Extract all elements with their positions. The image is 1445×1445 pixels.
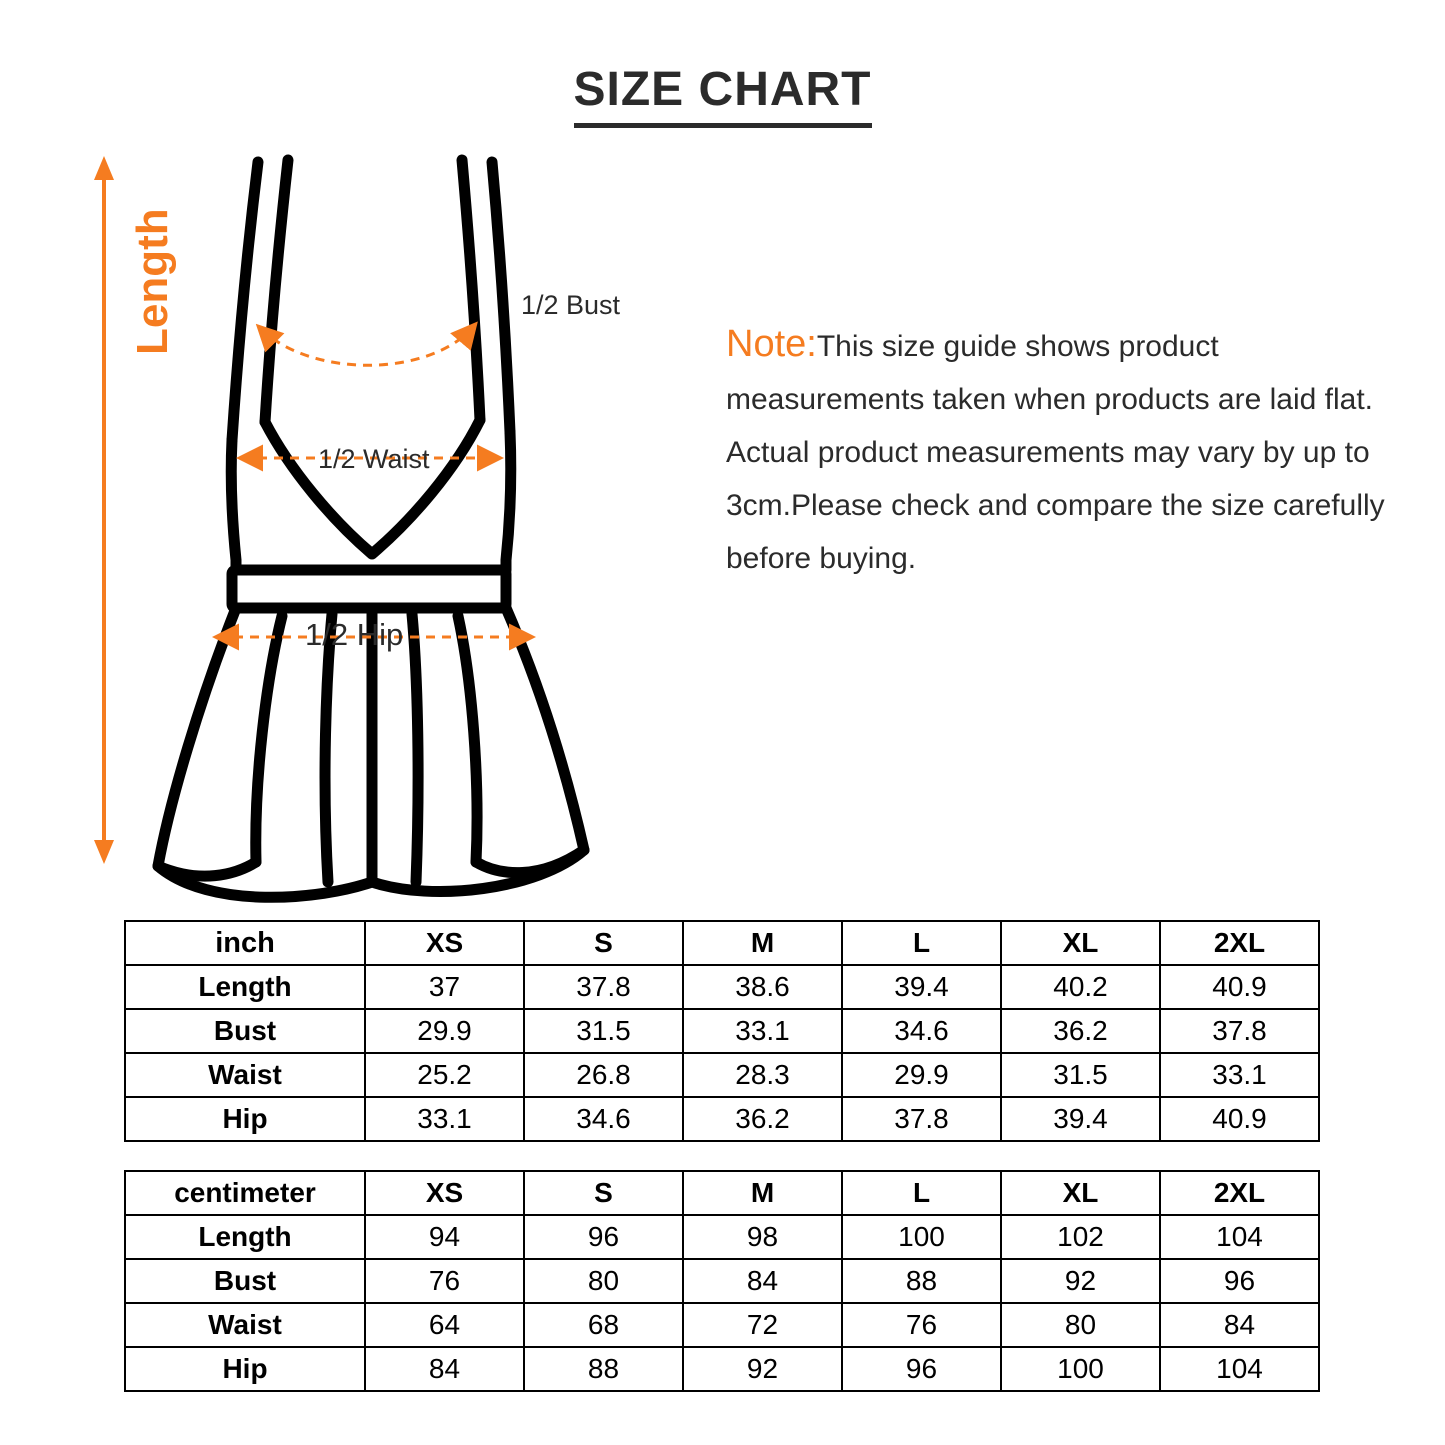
cell-value: 88 xyxy=(524,1347,683,1391)
table-col-header: L xyxy=(842,1171,1001,1215)
cell-value: 37.8 xyxy=(842,1097,1001,1141)
cell-value: 33.1 xyxy=(1160,1053,1319,1097)
cell-value: 36.2 xyxy=(1001,1009,1160,1053)
table-row xyxy=(125,1053,1319,1097)
row-label: Waist xyxy=(125,1303,365,1347)
bust-dimension-arrow xyxy=(260,326,474,365)
row-label: Waist xyxy=(125,1053,365,1097)
cell-value: 84 xyxy=(365,1347,524,1391)
cell-value: 104 xyxy=(1160,1215,1319,1259)
table-col-header: XL xyxy=(1001,921,1160,965)
cell-value: 40.2 xyxy=(1001,965,1160,1009)
table-row xyxy=(125,1009,1319,1053)
size-tables xyxy=(124,920,1320,1392)
cell-value: 64 xyxy=(365,1303,524,1347)
cell-value: 96 xyxy=(524,1215,683,1259)
row-label: Hip xyxy=(125,1347,365,1391)
table-row xyxy=(125,1347,1319,1391)
table-col-header: S xyxy=(524,1171,683,1215)
table-col-header: S xyxy=(524,921,683,965)
cell-value: 72 xyxy=(683,1303,842,1347)
cell-value: 96 xyxy=(1160,1259,1319,1303)
cell-value: 40.9 xyxy=(1160,1097,1319,1141)
table-unit-header: inch xyxy=(125,921,365,965)
table-col-header: M xyxy=(683,921,842,965)
cell-value: 40.9 xyxy=(1160,965,1319,1009)
length-dimension-label: Length xyxy=(128,208,177,355)
cell-value: 39.4 xyxy=(1001,1097,1160,1141)
cell-value: 26.8 xyxy=(524,1053,683,1097)
cell-value: 80 xyxy=(1001,1303,1160,1347)
cell-value: 33.1 xyxy=(683,1009,842,1053)
cell-value: 31.5 xyxy=(524,1009,683,1053)
cell-value: 34.6 xyxy=(524,1097,683,1141)
cell-value: 31.5 xyxy=(1001,1053,1160,1097)
cell-value: 29.9 xyxy=(842,1053,1001,1097)
cell-value: 37 xyxy=(365,965,524,1009)
cell-value: 37.8 xyxy=(524,965,683,1009)
cell-value: 38.6 xyxy=(683,965,842,1009)
size-table-centimeter xyxy=(124,1170,1320,1392)
table-col-header: 2XL xyxy=(1160,921,1319,965)
row-label: Length xyxy=(125,965,365,1009)
cell-value: 36.2 xyxy=(683,1097,842,1141)
note-text: This size guide shows product measurements taken when products are laid flat. Actual product measurements may vary by up to 3cm.Please check and compare the size carefully before buying. xyxy=(726,330,1385,575)
table-col-header: 2XL xyxy=(1160,1171,1319,1215)
table-col-header: M xyxy=(683,1171,842,1215)
cell-value: 92 xyxy=(683,1347,842,1391)
cell-value: 100 xyxy=(1001,1347,1160,1391)
bust-dimension-label: 1/2 Bust xyxy=(521,290,621,320)
table-col-header: XS xyxy=(365,1171,524,1215)
row-label: Bust xyxy=(125,1009,365,1053)
hip-dimension-label: 1/2 Hip xyxy=(305,617,404,652)
table-row xyxy=(125,1303,1319,1347)
cell-value: 28.3 xyxy=(683,1053,842,1097)
page-title-container xyxy=(0,62,1445,128)
page-title: SIZE CHART xyxy=(574,62,872,128)
table-col-header: XS xyxy=(365,921,524,965)
cell-value: 25.2 xyxy=(365,1053,524,1097)
table-header-row xyxy=(125,1171,1319,1215)
cell-value: 92 xyxy=(1001,1259,1160,1303)
table-row xyxy=(125,1215,1319,1259)
size-table-inch xyxy=(124,920,1320,1142)
cell-value: 68 xyxy=(524,1303,683,1347)
table-separator xyxy=(124,1142,1320,1170)
cell-value: 84 xyxy=(1160,1303,1319,1347)
cell-value: 104 xyxy=(1160,1347,1319,1391)
table-col-header: XL xyxy=(1001,1171,1160,1215)
cell-value: 76 xyxy=(842,1303,1001,1347)
dress-outline xyxy=(158,160,584,897)
row-label: Bust xyxy=(125,1259,365,1303)
cell-value: 102 xyxy=(1001,1215,1160,1259)
table-unit-header: centimeter xyxy=(125,1171,365,1215)
cell-value: 94 xyxy=(365,1215,524,1259)
cell-value: 33.1 xyxy=(365,1097,524,1141)
cell-value: 76 xyxy=(365,1259,524,1303)
cell-value: 98 xyxy=(683,1215,842,1259)
cell-value: 96 xyxy=(842,1347,1001,1391)
table-row xyxy=(125,1097,1319,1141)
cell-value: 37.8 xyxy=(1160,1009,1319,1053)
table-row xyxy=(125,965,1319,1009)
note-block xyxy=(726,318,1398,585)
row-label: Length xyxy=(125,1215,365,1259)
length-dimension-arrow xyxy=(94,156,114,864)
table-header-row xyxy=(125,921,1319,965)
row-label: Hip xyxy=(125,1097,365,1141)
cell-value: 29.9 xyxy=(365,1009,524,1053)
cell-value: 80 xyxy=(524,1259,683,1303)
cell-value: 34.6 xyxy=(842,1009,1001,1053)
waist-dimension-label: 1/2 Waist xyxy=(318,444,430,474)
cell-value: 100 xyxy=(842,1215,1001,1259)
cell-value: 88 xyxy=(842,1259,1001,1303)
cell-value: 39.4 xyxy=(842,965,1001,1009)
note-keyword: Note: xyxy=(726,323,817,365)
cell-value: 84 xyxy=(683,1259,842,1303)
table-col-header: L xyxy=(842,921,1001,965)
table-row xyxy=(125,1259,1319,1303)
